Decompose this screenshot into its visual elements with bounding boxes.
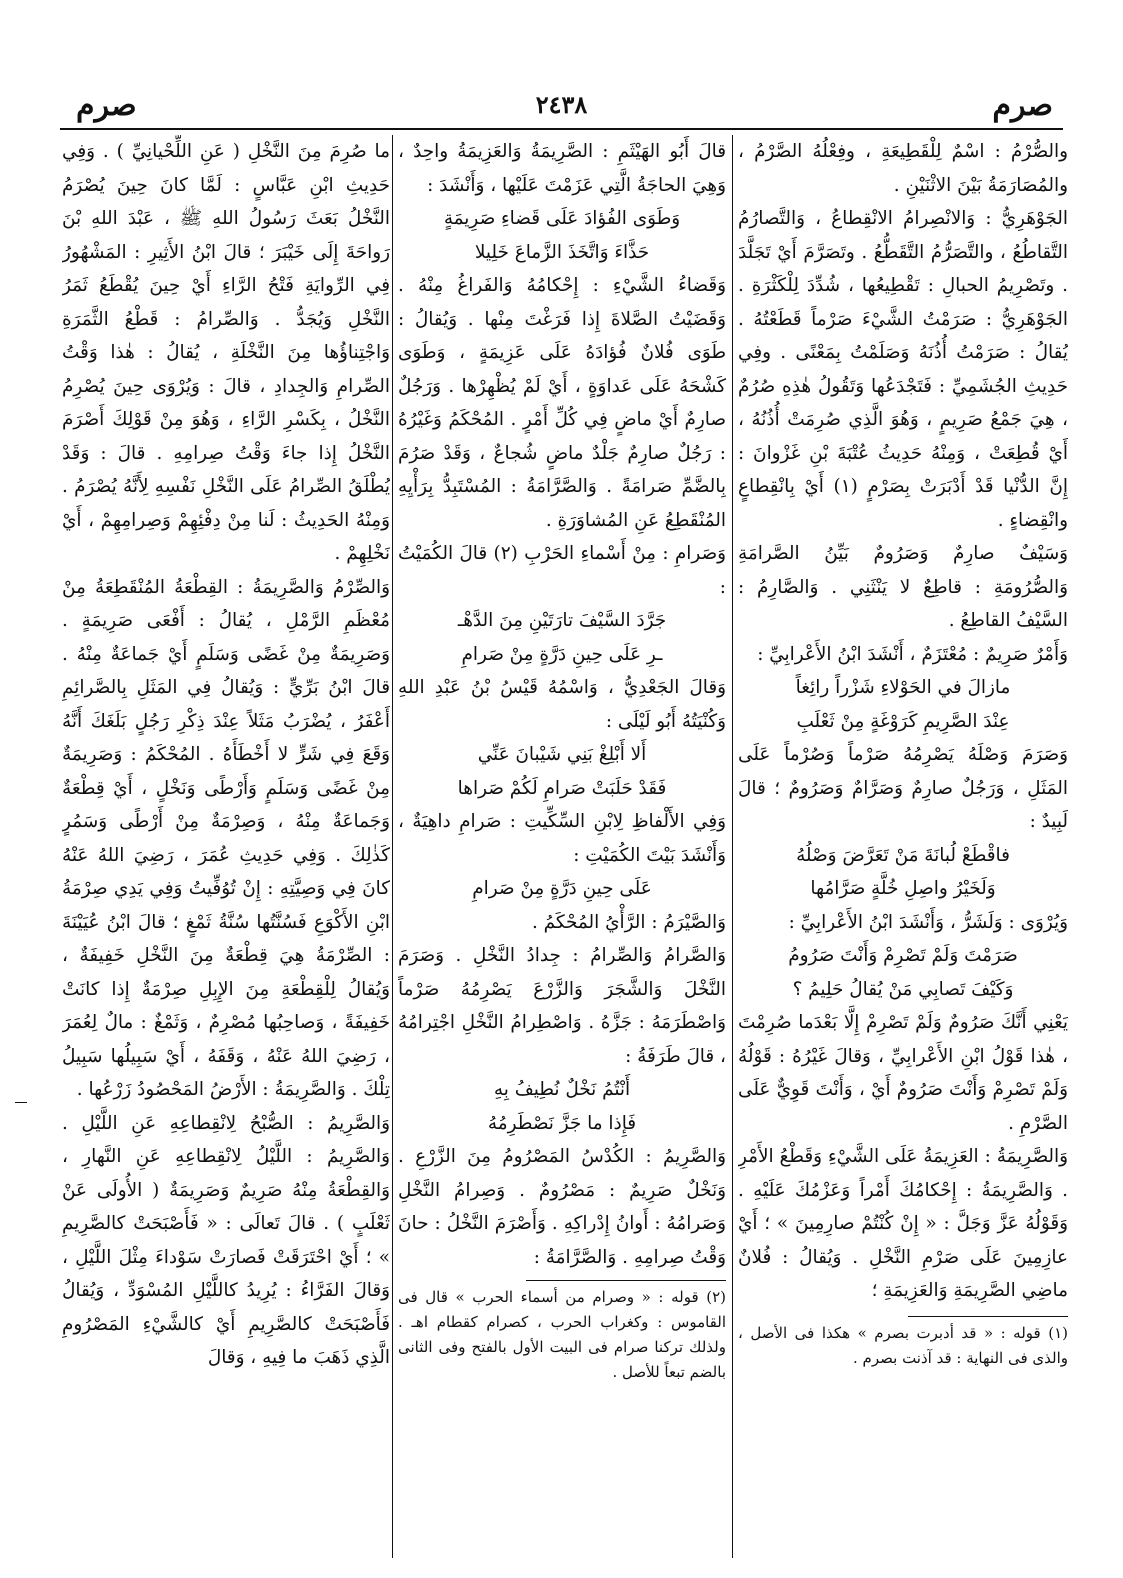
footnote-rule <box>526 1280 726 1281</box>
verse-line: وَلَخَيْرُ واصِلِ خُلَّةٍ صَرَّامُها <box>810 878 996 899</box>
page-header <box>60 88 1063 130</box>
footnote-rule <box>908 1316 1068 1317</box>
paragraph: وَسَيْفٌ صارِمٌ وَصَرُومٌ بَيِّنُ الصَّرامَةِ وَالصُّرُومَةِ : قاطِعٌ لا يَنْثَنِي . وَالصَّارِمُ : السَّيْفُ القاطِعُ . <box>738 543 1068 631</box>
paragraph: الجَوْهَرِيُّ : وَالانْصِرامُ الانْقِطاعُ ، وَالتَّصارُمُ التَّقاطُعُ ، والتَّصَرُّمُ التَّقَطُّعُ . وتَصَرَّمَ أَيْ تَجَلَّدَ . وتَصْرِيمُ الحبالِ : تَقْطِيعُها ، شُدِّدَ لِلْكَثْرَةِ . الجَوْهَرِيُّ : صَرَمْتُ الشَّيْءَ صَرْماً قَطَعْتُهُ . يُقالُ : صَرَمْتُ أُذُنَهُ وَصَلَمْتُ بِمَعْنًى . وفِي حَدِيثِ الجُشَمِيِّ : فَتَجْدَعُها وَتَقُولُ هٰذِهِ صُرُمٌ ، هِيَ جَمْعُ صَرِيمٍ ، وَهُوَ الَّذِي صُرِمَتْ أُذُنُهُ ، أَيْ قُطِعَتْ ، وَمِنْهُ حَدِيثُ عُتْبَةَ بْنِ غَزْوانَ : إِنَّ الدُّنْيا قَدْ أَدْبَرَتْ بِصَرْمٍ (١) أَيْ بِانْقِطاعٍ وانْقِضاءٍ . <box>738 208 1068 531</box>
margin-mark <box>15 1102 27 1103</box>
paragraph: وَقَضاءُ الشَّيْءِ : إِحْكامُهُ وَالفَراغُ مِنْهُ . وَقَضَيْتُ الصَّلاةَ إِذا فَرَغْتَ مِنْها . وَيُقالُ : طَوَى فُلانٌ فُؤادَهُ عَلَى عَزِيمَةٍ ، وَطَوَى كَشْحَهُ عَلَى عَداوَةٍ ، أَيْ لَمْ يُظْهِرْها . وَرَجُلٌ صارِمٌ أَيْ ماضٍ فِي كُلِّ أَمْرٍ . المُحْكَمُ وَغَيْرُهُ : رَجُلٌ صارِمٌ جَلْدٌ ماضٍ شُجاعٌ ، وَقَدْ صَرُمَ بِالضَّمِّ صَرامَةً . وَالصَّرَّامَةُ : المُسْتَبِدُّ بِرَأْيِهِ المُنْقَطِعُ عَنِ المُشاوَرَةِ . <box>398 275 726 531</box>
verse-line: وَكَيْفَ تَصابِي مَنْ يُقالُ حَلِيمُ ؟ <box>792 978 1014 1000</box>
paragraph: وَقالَ الجَعْدِيُّ ، وَاسْمُهُ قَيْسُ بْنُ عَبْدِ اللهِ وَكُنْيَتُهُ أَبُو لَيْلَى : <box>398 677 726 732</box>
verse-line: أَلا أَبْلِغْ بَنِي شَيْبانَ عَنِّي <box>477 744 647 765</box>
column-left <box>62 135 390 1543</box>
verse-line: فَقَدْ حَلَبَتْ صَرامِ لَكُمْ صَراها <box>457 777 667 799</box>
verse-line: عِنْدَ الصَّرِيمِ كَرَوْغَةٍ مِنْ ثَعْلَبِ <box>796 710 1010 732</box>
verse-line: جَرَّدَ السَّيْفَ تارَتَيْنِ مِنَ الدَّهْـ <box>457 610 667 631</box>
paragraph: وَالصَّيْرَمُ : الرَّأْيُ المُحْكَمُ . <box>531 911 726 933</box>
paragraph: يَعْنِي أَنَّكَ صَرُومٌ وَلَمْ تَصْرِمْ إِلَّا بَعْدَما صُرِمْتَ ، هٰذا قَوْلُ ابْنِ الأَعْرابِيِّ ، وَقالَ غَيْرُهُ : قَوْلُهُ وَلَمْ تَصْرِمْ وَأَنْتَ صَرُومٌ أَيْ ، وَأَنْتَ قَوِيٌّ عَلَى الصَّرْمِ . <box>738 1012 1068 1134</box>
verse-line: مازالَ في الحَوْلاءِ شَزْراً رائِغاً <box>795 677 1011 698</box>
paragraph: قالَ أَبُو الهَيْثَمِ : الصَّرِيمَةُ وَالعَزِيمَةُ واحِدٌ ، وَهِيَ الحاجَةُ الَّتِي عَزَمْتَ عَلَيْها ، وَأَنْشَدَ : <box>398 141 726 196</box>
footnote: (١) قوله : « قد أدبرت بصرم » هكذا فى الأصل ، والذى فى النهاية : قد آذنت بصرم . <box>738 1323 1068 1367</box>
paragraph: وَصَرَمَ وَصْلَهُ يَصْرِمُهُ صَرْماً وَصُرْماً عَلَى المَثَلِ ، وَرَجُلٌ صارِمٌ وَصَرَّامٌ وَصَرُومٌ ؛ قالَ لَبِيدٌ : <box>738 744 1068 832</box>
paragraph: ما صُرِمَ مِنَ النَّخْلِ ( عَنِ اللِّحْيانِيِّ ) . وَفِي حَدِيثِ ابْنِ عَبَّاسٍ : لَمَّا كانَ حِينَ يُصْرَمُ النَّخْلُ بَعَثَ رَسُولُ اللهِ ﷺ ، عَبْدَ اللهِ بْنَ رَواحَةَ إِلَى خَيْبَرَ ؛ قالَ ابْنُ الأَثِيرِ : المَشْهُورُ فِي الرِّوايَةِ فَتْحُ الرَّاءِ أَيْ حِينَ يُقْطَعُ ثَمَرُ النَّخْلِ وَيُجَدُّ . وَالصِّرامُ : قَطْعُ الثَّمَرَةِ وَاجْتِناؤُها مِنَ النَّخْلَةِ ، يُقالُ : هٰذا وَقْتُ الصِّرامِ وَالجِدادِ ، قالَ : وَيُرْوَى حِينَ يُصْرِمُ النَّخْلُ ، بِكَسْرِ الرَّاءِ ، وَهُوَ مِنْ قَوْلِكَ أَصْرَمَ النَّخْلُ إِذا جاءَ وَقْتُ صِرامِهِ . قالَ : وَقَدْ يُطْلَقُ الصِّرامُ عَلَى النَّخْلِ نَفْسِهِ لِأَنَّهُ يُصْرَمُ . وَمِنْهُ الحَدِيثُ : لَنا مِنْ دِفْئِهِمْ وَصِرامِهِمْ ، أَيْ نَخْلِهِمْ . <box>62 141 390 564</box>
verse-line: عَلَى حِينِ دَرَّةٍ مِنْ صَرامِ <box>472 878 652 899</box>
paragraph: وَالصِّرْمُ وَالصَّرِيمَةُ : القِطْعَةُ المُنْقَطِعَةُ مِنْ مُعْظَمِ الرَّمْلِ ، يُقالُ : أَفْعَى صَرِيمَةٍ . وَصَرِيمَةٌ مِنْ غَضًى وَسَلَمٍ أَيْ جَماعَةٌ مِنْهُ . قالَ ابْنُ بَرِّيٍّ : وَيُقالُ فِي المَثَلِ بِالصَّرائِمِ أَعْفَرُ ، يُضْرَبُ مَثَلاً عِنْدَ ذِكْرِ رَجُلٍ بَلَغَكَ أَنَّهُ وَقَعَ فِي شَرٍّ لا أَخْطَأَهُ . المُحْكَمُ : وَصَرِيمَةٌ مِنْ غَضًى وَسَلَمٍ وَأَرْطًى وَنَخْلٍ ، أَيْ قِطْعَةٌ وَجَماعَةٌ مِنْهُ ، وَصِرْمَةٌ مِنْ أَرْطًى وَسَمُرٍ كَذٰلِكَ . وَفِي حَدِيثِ عُمَرَ ، رَضِيَ اللهُ عَنْهُ كانَ فِي وَصِيَّتِهِ : إِنْ تُوُفِّيتُ وَفِي يَدِي صِرْمَةُ ابْنِ الأَكْوَعِ فَسُنَّتُها سُنَّةُ ثَمْغٍ ؛ قالَ ابْنُ عُيَيْنَةَ : الصِّرْمَةُ هِيَ قِطْعَةٌ مِنَ النَّخْلِ خَفِيفَةٌ ، وَيُقالُ لِلْقِطْعَةِ مِنَ الإِبِلِ صِرْمَةٌ إِذا كانَتْ خَفِيفَةً ، وَصاحِبُها مُصْرِمٌ ، وَثَمْغٌ : مالٌ لِعُمَرَ ، رَضِيَ اللهُ عَنْهُ ، وَقَفَهُ ، أَيْ سَبِيلُها سَبِيلُ تِلْكَ . وَالصَّرِيمَةُ : الأَرْضُ المَحْصُودُ زَرْعُها . <box>62 576 390 1100</box>
paragraph: وَالصَّرِيمَةُ : العَزِيمَةُ عَلَى الشَّيْءِ وَقَطْعُ الأَمْرِ . وَالصَّرِيمَةُ : إِحْكامُكَ أَمْراً وَعَزْمُكَ عَلَيْهِ . وَقَوْلُهُ عَزَّ وَجَلَّ : « إِنْ كُنْتُمْ صارِمِينَ » ؛ أَيْ عازِمِينَ عَلَى صَرْمِ النَّخْلِ . وَيُقالُ : فُلانٌ ماضِي الصَّرِيمَةِ وَالعَزِيمَةِ ؛ <box>738 1146 1068 1301</box>
column-divider-left <box>392 135 393 1558</box>
verse-line: وَطَوَى الفُؤادَ عَلَى قَضاءِ صَرِيمَةٍ <box>443 208 681 229</box>
column-middle <box>398 135 726 1543</box>
header-entry-right: صرم <box>992 88 1053 123</box>
verse-line: صَرَمْتَ وَلَمْ تَصْرِمْ وَأَنْتَ صَرُومُ <box>788 945 1018 966</box>
verse-line: ـرِ عَلَى حِينِ دَرَّةٍ مِنْ صَرامِ <box>461 643 663 665</box>
verse-line: حَذَّاءَ وَاتَّخَذَ الزَّماعَ خَلِيلا <box>474 241 650 263</box>
paragraph: وَالصَّرِيمُ : الصُّبْحُ لِانْقِطاعِهِ عَنِ اللَّيْلِ . وَالصَّرِيمُ : اللَّيْلُ لِانْقِطاعِهِ عَنِ النَّهارِ ، وَالقِطْعَةُ مِنْهُ صَرِيمٌ وَصَرِيمَةٌ ( الأُولَى عَنْ ثَعْلَبٍ ) . قالَ تَعالَى : « فَأَصْبَحَتْ كالصَّرِيمِ » ؛ أَيْ احْتَرَقَتْ فَصارَتْ سَوْداءَ مِثْلَ اللَّيْلِ ، وَقالَ الفَرَّاءُ : يُرِيدُ كاللَّيْلِ المُسْوَدِّ ، وَيُقالُ فَأَصْبَحَتْ كالصَّرِيمِ أَيْ كالشَّيْءِ المَصْرُومِ الَّذِي ذَهَبَ ما فِيهِ ، وَقالَ <box>62 1112 390 1368</box>
paragraph: وَصَرامِ : مِنْ أَسْماءِ الحَرْبِ (٢) قالَ الكُمَيْتُ : <box>398 543 726 598</box>
header-entry-left: صرم <box>76 88 137 123</box>
column-right <box>738 135 1068 1543</box>
page-number: ٢٤٣٨ <box>535 90 588 119</box>
paragraph: وَالصَّرِيمُ : الكُدْسُ المَصْرُومُ مِنَ الزَّرْعِ . وَنَخْلٌ صَرِيمٌ : مَصْرُومٌ . وَصِرامُ النَّخْلِ وَصَرامُهُ : أَوانُ إِدْراكِهِ . وَأَصْرَمَ النَّخْلُ : حانَ وَقْتُ صِرامِهِ . وَالصَّرَّامَةُ : <box>398 1146 726 1268</box>
paragraph: وَيُرْوَى : وَلَشَرُّ ، وَأَنْشَدَ ابْنُ الأَعْرابِيِّ : <box>788 911 1068 933</box>
paragraph: وَفِي الأَلْفاظِ لِابْنِ السِّكِّيتِ : صَرامِ داهِيَةٌ ، وَأَنْشَدَ بَيْتَ الكُمَيْتِ : <box>398 811 726 866</box>
verse-line: أَنْتُمُ نَخْلٌ نُطِيفُ بِهِ <box>493 1079 631 1100</box>
column-divider-right <box>732 135 733 1558</box>
paragraph: وَالصَّرامُ وَالصِّرامُ : جِدادُ النَّخْلِ . وَصَرَمَ النَّخْلَ وَالشَّجَرَ وَالزَّرْعَ يَصْرِمُهُ صَرْماً وَاصْطَرَمَهُ : جَزَّهُ . وَاصْطِرامُ النَّخْلِ اجْتِرامُهُ ، قالَ طَرَفَةُ : <box>398 945 726 1067</box>
verse-line: فَإِذا ما جَزَّ نَصْطَرِمُهُ <box>487 1112 637 1134</box>
verse-line: فاقْطَعْ لُبانَةَ مَنْ تَعَرَّضَ وَصْلُهُ <box>796 844 1010 866</box>
paragraph: والصُّرْمُ : اسْمٌ لِلْقَطِيعَةِ ، وفِعْلُهُ الصَّرْمُ ، والمُصَارَمَةُ بَيْنَ الاثْنَيْنِ . <box>738 141 1068 196</box>
footnote: (٢) قوله : « وصرام من أسماء الحرب » قال فى القاموس : وكغراب الحرب ، كصرام كقطام اهـ . ولذلك تركنا صرام فى البيت الأول بالفتح وفى الثانى بالضم تبعاً للأصل . <box>398 1288 726 1381</box>
paragraph: وَأَمْرٌ صَرِيمٌ : مُعْتَزَمٌ ، أَنْشَدَ ابْنُ الأَعْرابِيِّ : <box>757 643 1068 665</box>
